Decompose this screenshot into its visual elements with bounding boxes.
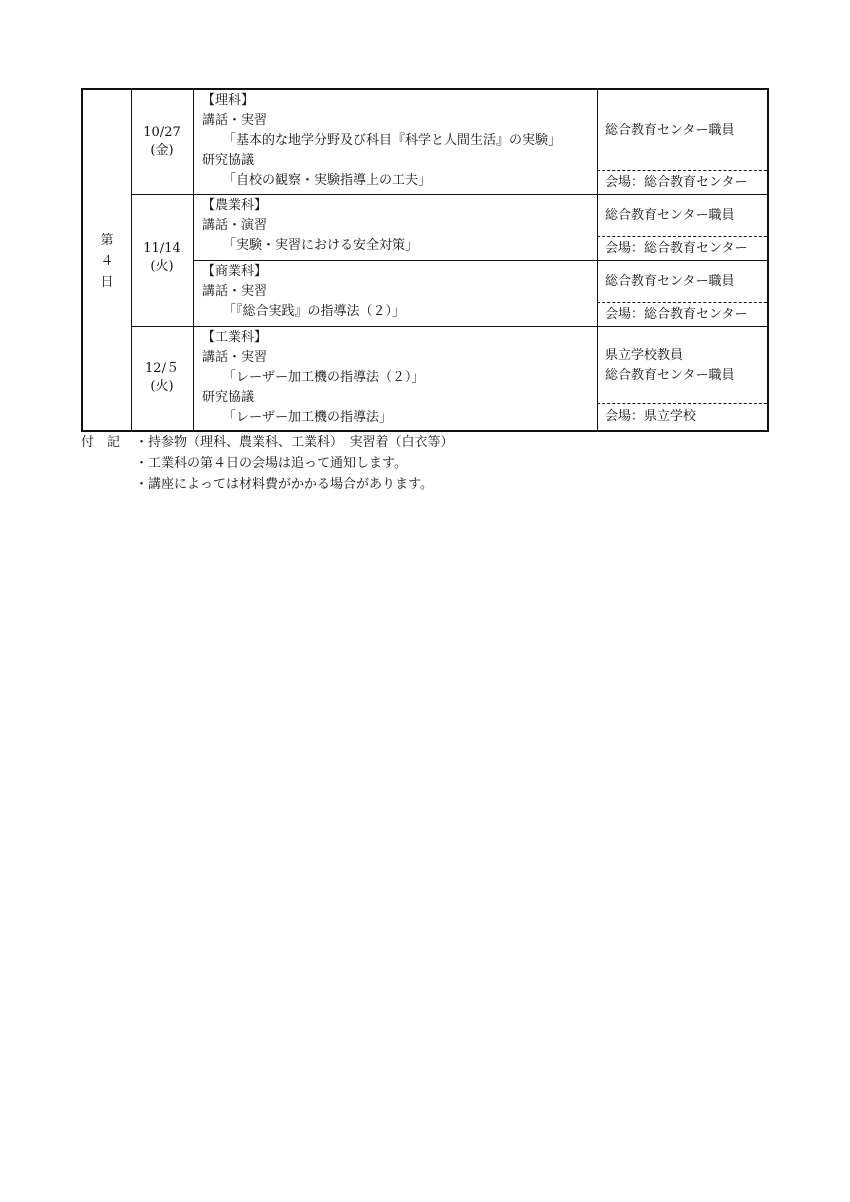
session-type: 研究協議	[202, 390, 255, 405]
venue: 会場：総合教育センター	[605, 175, 748, 190]
note-item: ・工業科の第４日の会場は追って通知します。	[135, 456, 407, 471]
session-date: 11/14 (火)	[143, 241, 181, 274]
session-title: 「レーザー加工機の指導法（２）」	[223, 370, 425, 385]
session-type: 講話・実習	[202, 284, 268, 299]
venue-divider	[597, 170, 767, 171]
session-title: 「基本的な地学分野及び科目『科学と人間生活』の実験」	[223, 133, 562, 148]
subject-label: 【商業科】	[202, 264, 268, 279]
note-item: ・講座によっては材料費がかかる場合があります。	[135, 477, 433, 492]
instructor: 総合教育センター職員	[605, 123, 735, 138]
row-divider	[131, 194, 767, 195]
instructor: 総合教育センター職員	[605, 368, 735, 383]
session-title: 「『総合実践』の指導法（２）」	[223, 304, 406, 319]
venue: 会場：県立学校	[605, 409, 697, 424]
session-title: 「レーザー加工機の指導法」	[223, 410, 393, 425]
session-type: 講話・演習	[202, 218, 268, 233]
venue-divider	[597, 236, 767, 237]
row-divider	[131, 326, 767, 327]
subject-label: 【農業科】	[202, 198, 268, 213]
venue: 会場：総合教育センター	[605, 307, 748, 322]
session-type: 講話・実習	[202, 113, 268, 128]
subject-label: 【理科】	[202, 93, 255, 108]
instructor: 総合教育センター職員	[605, 208, 735, 223]
session-type: 研究協議	[202, 153, 255, 168]
instructor: 総合教育センター職員	[605, 274, 735, 289]
venue: 会場：総合教育センター	[605, 241, 748, 256]
note-item: ・持参物（理科、農業科、工業科） 実習着（白衣等）	[135, 435, 454, 450]
venue-divider	[597, 403, 767, 404]
session-type: 講話・実習	[202, 350, 268, 365]
notes-label: 付 記	[81, 435, 121, 450]
session-date: 12/５ (火)	[145, 361, 179, 394]
session-title: 「実験・実習における安全対策」	[223, 238, 419, 253]
venue-divider	[597, 302, 767, 303]
row-divider	[193, 260, 767, 261]
subject-label: 【工業科】	[202, 330, 268, 345]
day-label: 第 ４ 日	[100, 233, 114, 290]
schedule-table	[81, 88, 769, 432]
session-date: 10/27 (金)	[143, 125, 181, 158]
session-title: 「自校の観察・実験指導上の工夫」	[223, 173, 432, 188]
instructor: 県立学校教員	[605, 348, 684, 363]
